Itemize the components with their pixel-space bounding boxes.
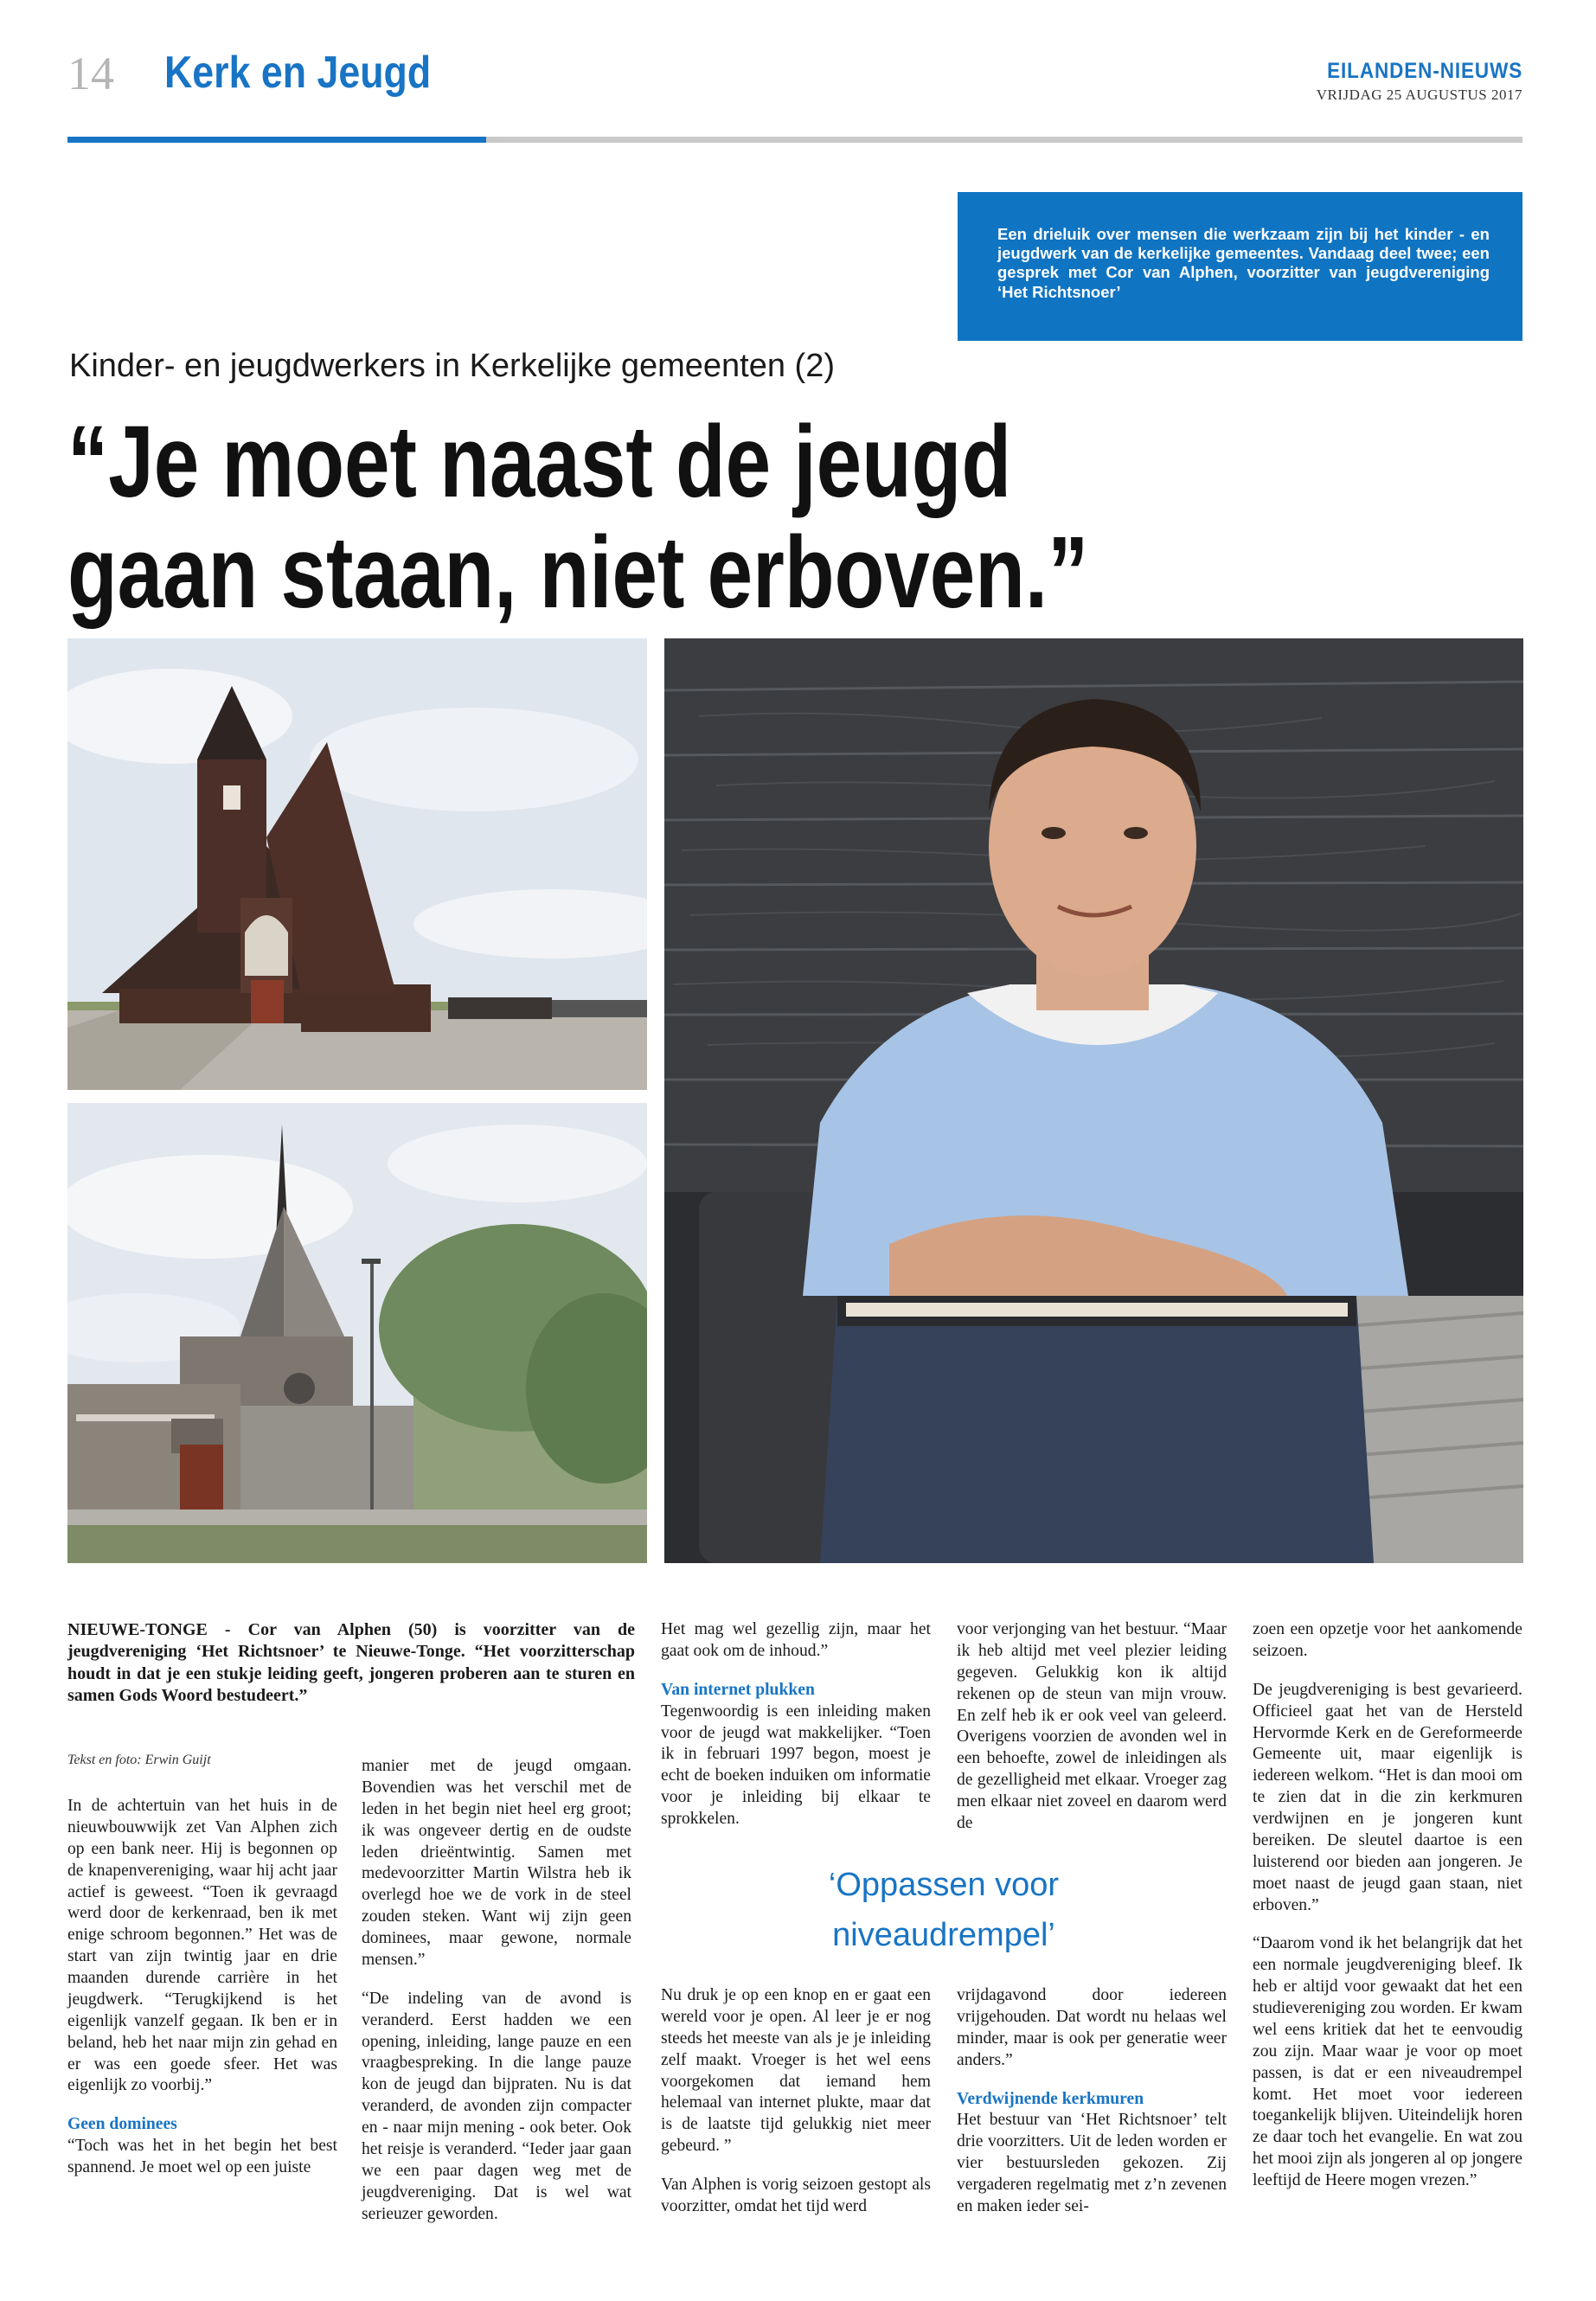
paragraph: Het bestuur van ‘Het Richtsnoer’ telt drie voorzitters. Uit de leden worden er vier bestuursleden gekozen. Zij vergaderen regelmatig met z’n zevenen en maken ieder sei-	[957, 2111, 1227, 2215]
section-title: Kerk en Jeugd	[164, 48, 432, 98]
pull-quote-line-1: ‘Oppassen voor	[828, 1867, 1060, 1903]
body-column-5	[1253, 1619, 1522, 2192]
headline	[67, 407, 1088, 628]
body-column-1	[67, 1796, 337, 2179]
paragraph: Het mag wel gezellig zijn, maar het gaat ook om de inhoud.”	[661, 1620, 931, 1660]
paragraph: Van Alphen is vorig seizoen gestopt als voorzitter, omdat het tijd werd	[661, 2176, 931, 2215]
headline-line-1: “Je moet naast de jeugd	[67, 405, 1012, 519]
lead-paragraph: NIEUWE-TONGE - Cor van Alphen (50) is voorzitter van de jeugdvereniging ‘Het Richtsnoer’ te Nieuwe-Tonge. “Het voorzitterschap houdt in dat je een stukje leiding geeft, jongeren proberen aan te sturen en samen Gods Woord bestudeert.”	[67, 1620, 635, 1706]
paragraph: voor verjonging van het bestuur. “Maar ik heb altijd met veel plezier leiding gegeven. Gelukkig kon ik altijd rekenen op de steun van mijn vrouw. En zelf heb ik er ook veel van geleerd. Overigens voorzien de avonden wel in een behoefte, zowel de inleidingen als de gezelligheid met elkaar. Vroeger zag men elkaar niet zoveel en daarom werd de	[957, 1620, 1227, 1832]
paragraph: manier met de jeugd omgaan. Bovendien was het verschil met de leden in het begin niet heel erg groot; ik was ongeveer dertig en de oudste leden drieëntwintig. Samen met medevoorzitter Martin Wilstra heb ik overlegd hoe we de vork in de steel zouden steken. Want wij zijn geen dominees, maar gewone, normale mensen.”	[362, 1757, 631, 1969]
body-column-3-continued	[661, 1985, 931, 2218]
page-number: 14	[67, 48, 114, 99]
intro-box	[958, 192, 1522, 341]
subheading: Geen dominees	[67, 2115, 177, 2134]
church-photo-1	[67, 638, 647, 1090]
paragraph: “Daarom vond ik het belangrijk dat het een normale jeugdvereniging bleef. Ik heb er altijd voor gewaakt dat het een studievereniging zou worden. Er kwam wel eens kritiek dat het te eenvoudig zou zijn. Maar waar je voor op moet passen, is dat er een niveaudrempel komt. Het moet voor iedereen toegankelijk blijven. Uiteindelijk horen ze daar toch het evangelie. En wat zou het mooi zijn als jongeren al op jongere leeftijd de Heere mogen vrezen.”	[1253, 1934, 1522, 2189]
publication-date: VRIJDAG 25 AUGUSTUS 2017	[1316, 87, 1522, 103]
paragraph: Nu druk je op een knop en er gaat een wereld voor je open. Al leer je er nog steeds het meeste van als je je inleiding zelf maakt. Vroeger is het wel eens voorgekomen dat iemand hem helemaal van internet plukte, maar dat is de laatste tijd gelukkig niet meer gebeurd. ”	[661, 1986, 931, 2156]
pull-quote	[661, 1860, 1227, 1960]
subheading: Verdwijnende kerkmuren	[957, 2089, 1144, 2108]
paragraph: Tegenwoordig is een inleiding maken voor de jeugd wat makkelijker. “Toen ik in februari 1997 begon, moest je echt de boeken induiken om informatie voor je inleiding bij elkaar te sprokkelen.	[661, 1702, 931, 1828]
paragraph: vrijdagavond door iedereen vrijgehouden. Dat wordt nu helaas wel minder, maar is ook per generatie weer anders.”	[957, 1986, 1227, 2069]
byline: Tekst en foto: Erwin Guijt	[67, 1753, 211, 1767]
paragraph: zoen een opzetje voor het aankomende seizoen.	[1253, 1620, 1522, 1660]
body-column-2	[362, 1756, 631, 2225]
paragraph: “De indeling van de avond is veranderd. Eerst hadden we een opening, inleiding, lange pauze en een vraagbespreking. In die lange pauze kon de jeugd dan bijpraten. Nu is dat veranderd, de avonden zijn compacter en - naar mijn mening - ook beter. Ook het reisje is veranderd. “Ieder jaar gaan we een paar dagen weg met de jeugdvereniging. Dat is wel wat serieuzer geworden.	[362, 1989, 631, 2223]
body-column-3	[661, 1619, 931, 1830]
headline-line-2: gaan staan, niet erboven.”	[67, 516, 1089, 630]
paragraph: “Toch was het in het begin het best spannend. Je moet wel op een juiste	[67, 2137, 337, 2176]
subheading: Van internet plukken	[661, 1680, 815, 1699]
newspaper-logo: EILANDEN-NIEUWS	[1327, 59, 1522, 83]
body-column-4-continued	[957, 1985, 1227, 2218]
body-column-4	[957, 1619, 1227, 1835]
kicker: Kinder- en jeugdwerkers in Kerkelijke gemeenten (2)	[69, 348, 836, 384]
header-rule-accent	[67, 137, 486, 143]
pull-quote-line-2: niveaudrempel’	[832, 1917, 1055, 1953]
paragraph: In de achtertuin van het huis in de nieuwbouwwijk zet Van Alphen zich op een bank neer. Hij is begonnen op de knapenvereniging, waar hij acht jaar actief is geweest. “Toen ik gevraagd werd door de kerkenraad, ben ik met enige schroom begonnen.” Het was de start van zijn twintig jaar en drie maanden durende carrière in het jeugdwerk. “Terugkijkend is het eigenlijk vanzelf gegaan. Ik ben er in beland, heb het naar mijn zin gehad en er was een goede sfeer. Het was eigenlijk zo voorbij.”	[67, 1797, 337, 2095]
intro-text: Een drieluik over mensen die werkzaam zijn bij het kinder - en jeugdwerk van de kerkelijke gemeentes. Vandaag deel twee; een gesprek met Cor van Alphen, voorzitter van jeugdvereniging ‘Het Richtsnoer’	[997, 225, 1490, 301]
portrait-photo	[664, 638, 1523, 1563]
paragraph: De jeugdvereniging is best gevarieerd. Officieel gaat het van de Hersteld Hervormde Kerk en de Gereformeerde Gemeente uit, maar eigenlijk is iedereen welkom. “Het is dan mooi om te zien dat in die zin kerkmuren verdwijnen en je jongeren kunt bereiken. De sleutel daartoe is een luisterend oor bieden aan jongeren. Je moet naast de jeugd gaan staan, niet erboven.”	[1253, 1680, 1522, 1914]
church-photo-2	[67, 1103, 647, 1563]
